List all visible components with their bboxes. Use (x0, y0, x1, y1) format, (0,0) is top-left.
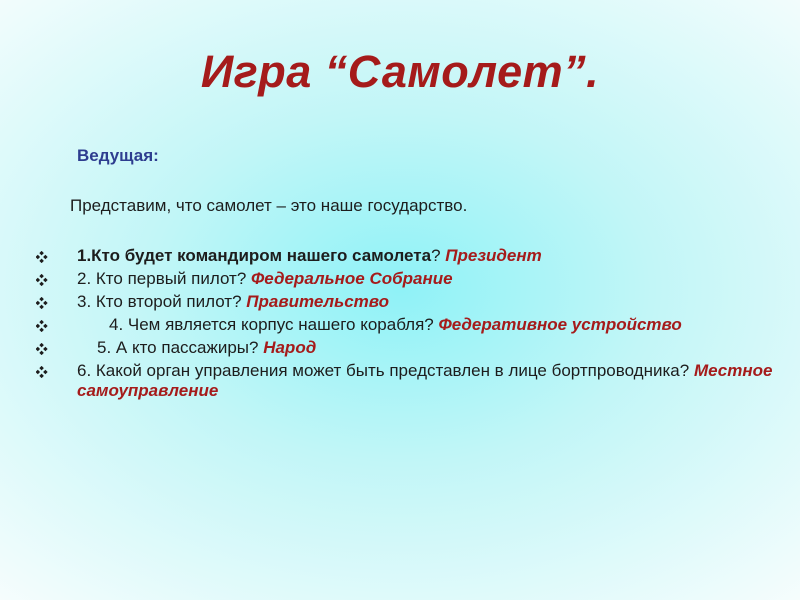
diamond-quad-bullet-icon (36, 366, 48, 378)
answer-text: Народ (263, 338, 317, 357)
answer-text: Президент (445, 246, 542, 265)
question-text: 5. А кто пассажиры? (97, 338, 264, 357)
diamond-quad-bullet-icon (36, 274, 48, 286)
question-tail: ? (431, 246, 446, 265)
list-item (36, 269, 776, 289)
diamond-quad-bullet-icon (36, 320, 48, 332)
question-list (36, 246, 776, 404)
answer-text: Местное самоуправление (77, 361, 773, 400)
list-item (36, 292, 776, 312)
speaker-label: Ведущая: (77, 146, 159, 165)
answer-text: Федеративное устройство (438, 315, 682, 334)
question-text: 4. Чем является корпус нашего корабля? (109, 315, 439, 334)
question-text: 3. Кто второй пилот? (77, 292, 247, 311)
diamond-quad-bullet-icon (36, 343, 48, 355)
diamond-quad-bullet-icon (36, 251, 48, 263)
question-text: 2. Кто первый пилот? (77, 269, 252, 288)
answer-text: Федеральное Собрание (251, 269, 453, 288)
slide-title: Игра “Самолет”. (200, 46, 600, 97)
intro-text: Представим, что самолет – это наше государство. (70, 196, 468, 215)
list-item (36, 361, 776, 401)
diamond-quad-bullet-icon (36, 297, 48, 309)
list-item (36, 315, 776, 335)
question-text: 1.Кто будет командиром нашего самолета (77, 246, 432, 265)
question-text: 6. Какой орган управления может быть представлен в лице бортпроводника? (77, 361, 694, 380)
list-item (36, 338, 776, 358)
answer-text: Правительство (246, 292, 390, 311)
list-item (36, 246, 776, 266)
